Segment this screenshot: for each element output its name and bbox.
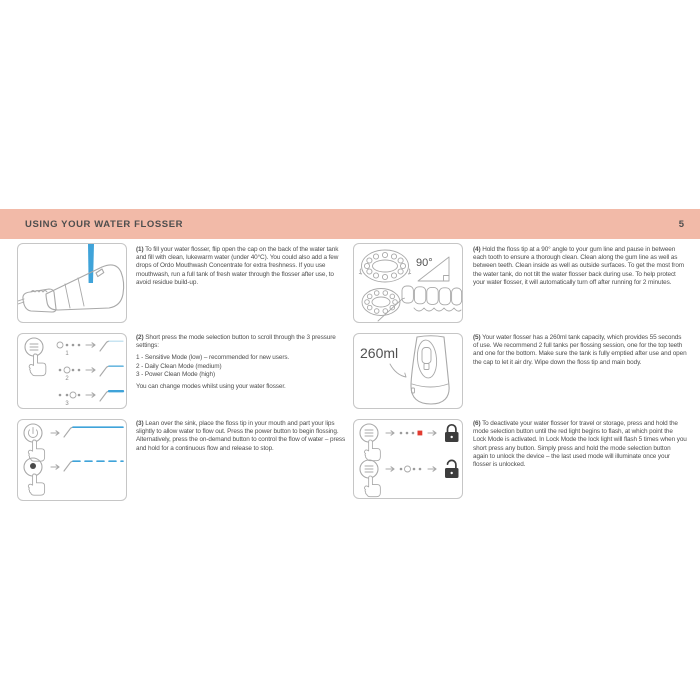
mode3-leds bbox=[59, 392, 81, 407]
section-header bbox=[0, 209, 700, 239]
mode-button-icon bbox=[25, 338, 43, 356]
step-4-text: (4) Hold the floss tip at a 90° angle to your gum line and pause in between each tooth to ensure a thorough clean. Clean along the gum line as well as between teeth. Clean inside as well as outside surfaces. To get the most from the water tank, do not tilt the water flosser back during use. To help protect your water flosser, it will automatically turn off after running for 2 minutes. bbox=[473, 246, 685, 286]
power-button-icon bbox=[24, 424, 42, 442]
flosser-rear-art bbox=[411, 336, 449, 404]
mode2-number: 2 bbox=[65, 376, 69, 382]
step-2-label: (2) bbox=[136, 334, 144, 341]
arrow-icon bbox=[86, 368, 95, 372]
tank-capacity-art bbox=[354, 334, 462, 408]
mode-button-icon bbox=[360, 424, 378, 442]
illustration-fill-tank bbox=[17, 243, 127, 323]
pressing-hand-icon bbox=[365, 440, 381, 461]
flosser-body-art bbox=[18, 265, 124, 312]
arrow-icon bbox=[386, 467, 394, 471]
step-3-label: (3) bbox=[136, 420, 144, 427]
unlock-leds bbox=[400, 466, 422, 472]
illustration-pressure-modes bbox=[17, 333, 127, 409]
mode-button-icon bbox=[360, 460, 378, 478]
pressing-hand-icon bbox=[29, 354, 46, 376]
page-title: USING YOUR WATER FLOSSER bbox=[25, 218, 184, 230]
page-number: 5 bbox=[678, 218, 684, 230]
water-stream-icon bbox=[88, 244, 94, 283]
mode-list-item: 2 - Daily Clean Mode (medium) bbox=[136, 362, 222, 370]
side-teeth-icon bbox=[378, 286, 462, 321]
tank-capacity-label: 260ml bbox=[360, 345, 399, 361]
arrow-icon bbox=[386, 431, 394, 435]
step-3-text: (3) Lean over the sink, place the floss tip in your mouth and part your lips slightly to allow water to flow out. Press the power button to begin flossing. Alternatively, press the on-demand button to control the flow of water – press and hold for a continuous flow and release to stop. bbox=[136, 420, 346, 452]
arrow-icon bbox=[86, 343, 95, 347]
continuous-spray-icon bbox=[64, 427, 123, 437]
lower-dental-arch-icon bbox=[362, 289, 400, 316]
padlock-open-icon bbox=[445, 460, 459, 478]
arrow-icon bbox=[428, 431, 436, 435]
angle-label: 90° bbox=[416, 257, 433, 269]
arrow-icon bbox=[51, 465, 59, 469]
angle-technique-art bbox=[354, 244, 462, 322]
step-6-text: (6) To deactivate your water flosser for travel or storage, press and hold the mode selection button until the red light begins to flash, at which point the Lock Mode is activated. In Lock Mode the lock light will flash 5 times when you short press any button. Simply press and hold the mode selection button again to unlock the device – the last used mode will illuminate once your flosser is unlocked. bbox=[473, 420, 687, 469]
mode1-leds bbox=[57, 342, 80, 357]
mode2-spray-icon bbox=[100, 366, 123, 376]
step-4-label: (4) bbox=[473, 246, 481, 253]
illustration-angle-technique bbox=[353, 243, 463, 323]
step-5-label: (5) bbox=[473, 334, 481, 341]
pressure-modes-art bbox=[18, 334, 126, 408]
pulsed-spray-icon bbox=[64, 461, 123, 471]
lock-leds bbox=[400, 431, 423, 436]
illustration-flow-control bbox=[17, 419, 127, 501]
arrow-icon bbox=[86, 393, 95, 397]
step-5-text: (5) Your water flosser has a 260ml tank capacity, which provides 55 seconds of use. We recommend 2 full tanks per flossing session, one for the top teeth and one for the bottom. Make sure the tank is fully emptied after use and open the cap to let it air dry. Wipe down the floss tip and main body. bbox=[473, 334, 687, 366]
mode3-number: 3 bbox=[65, 401, 69, 407]
mode1-number: 1 bbox=[65, 351, 69, 357]
curved-arrow-icon bbox=[390, 364, 406, 377]
illustration-tank-capacity bbox=[353, 333, 463, 409]
mode2-leds bbox=[59, 367, 81, 382]
flow-control-art bbox=[18, 420, 126, 500]
mode-list-item: 3 - Power Clean Mode (high) bbox=[136, 370, 215, 378]
step-6-label: (6) bbox=[473, 420, 481, 427]
angle-90-icon bbox=[416, 257, 449, 281]
step-1-text: (1) To fill your water flosser, flip open the cap on the back of the water tank and fill with clean, lukewarm water (under 40°C). You could also add a few drops of Ordo Mouthwash Concentrate for extra freshness. If you use mouthwash, run a full tank of fresh water through the flosser after use, to avoid residue build-up. bbox=[136, 246, 339, 286]
lock-mode-art bbox=[354, 420, 462, 498]
padlock-closed-icon bbox=[445, 425, 459, 442]
pressing-hand-icon bbox=[28, 474, 44, 495]
illustration-lock-mode bbox=[353, 419, 463, 499]
arrow-icon bbox=[428, 467, 436, 471]
mode3-spray-icon bbox=[100, 391, 123, 401]
step-1-label: (1) bbox=[136, 246, 144, 253]
arrow-icon bbox=[51, 431, 59, 435]
mode1-spray-icon bbox=[100, 341, 123, 351]
red-flash-led bbox=[418, 431, 423, 436]
fill-tank-art bbox=[18, 244, 126, 322]
mode-list-item: 1 - Sensitive Mode (low) – recommended for new users. bbox=[136, 354, 290, 362]
upper-dental-arch-icon bbox=[359, 250, 410, 282]
pressing-hand-icon bbox=[365, 476, 381, 497]
step-2-text: (2) Short press the mode selection button to scroll through the 3 pressure settings: 1 - Sensitive Mode (low) – recommended for new users. 2 - Daily Clean Mode (medium) 3 - Power Clean Mode (high) You can change modes whilst using your water flosser. bbox=[136, 334, 350, 395]
